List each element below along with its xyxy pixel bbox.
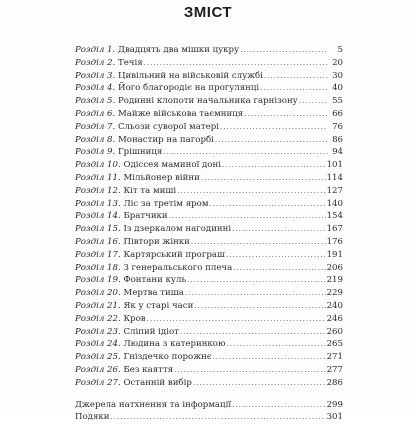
entry-title: Картярський програш: [123, 249, 225, 260]
page-number: 5: [337, 45, 343, 55]
entry-title: Кров: [123, 313, 146, 324]
page-number: 40: [332, 83, 343, 94]
toc-entry-label: [75, 121, 219, 134]
dot-leader: [222, 159, 326, 172]
entry-title: Останній вибір: [123, 377, 192, 388]
entry-title: Кіт та миші: [123, 185, 177, 196]
entry-title: Братчики: [123, 211, 168, 222]
dot-leader: [194, 300, 325, 313]
chapter-number: Розділ 25.: [75, 352, 121, 363]
dot-leader: [233, 262, 325, 275]
chapter-number: Розділ 17.: [75, 249, 121, 260]
toc-entry-label: [75, 364, 173, 377]
toc-chapter-row: [75, 198, 343, 211]
entry-title: Грішниця: [117, 147, 163, 158]
page-number: 301: [326, 412, 343, 423]
dot-leader: [232, 399, 326, 412]
toc-entry-label: [75, 223, 231, 236]
toc-chapter-row: [75, 108, 343, 121]
page-number: 271: [326, 352, 343, 363]
toc-entry-label: [75, 82, 259, 95]
dot-leader: [240, 44, 328, 57]
toc-entry-label: [75, 210, 168, 223]
toc-entry-label: [75, 185, 176, 198]
page-title: ЗМІСТ: [183, 4, 233, 21]
page-number: 277: [326, 364, 343, 375]
entry-title: Як у старі часи: [123, 300, 194, 311]
toc-extra-row: [75, 399, 343, 412]
entry-title: Одіссея маминої доні: [123, 160, 221, 171]
dot-leader: [144, 57, 328, 70]
toc-entry-label: [75, 338, 225, 351]
dot-leader: [226, 249, 326, 262]
dot-leader: [244, 108, 328, 121]
page-number: 76: [332, 121, 343, 132]
dot-leader: [147, 313, 326, 326]
dot-leader: [163, 146, 328, 159]
toc-entry-label: [75, 108, 243, 121]
page-number: 86: [332, 134, 343, 145]
chapter-number: Розділ 24.: [75, 339, 121, 350]
page-number: 206: [326, 262, 343, 273]
toc-entry-label: [75, 134, 214, 147]
entry-title: Ліс за третім яром: [123, 198, 209, 209]
toc-chapter-row: [75, 364, 343, 377]
toc-entry-label: [75, 262, 232, 275]
page-number: 140: [326, 198, 343, 209]
entry-title: Фонтани куль: [123, 275, 187, 286]
page-number: 20: [332, 57, 343, 68]
toc-entry-label: [75, 287, 184, 300]
toc-chapter-row: [75, 338, 343, 351]
toc-chapter-row: [75, 351, 343, 364]
page-number: 240: [326, 300, 343, 311]
toc-entry-label: [75, 274, 186, 287]
toc-entry-label: [75, 399, 231, 412]
dot-leader: [201, 172, 326, 185]
toc-chapter-row: [75, 236, 343, 249]
dot-leader: [191, 236, 326, 249]
page-number: 101: [326, 160, 343, 171]
entry-title: Людина з катеринкою: [123, 339, 226, 350]
page-number: 219: [326, 275, 343, 286]
page-number: 229: [326, 288, 343, 299]
dot-leader: [187, 274, 325, 287]
dot-leader: [299, 95, 328, 108]
dot-leader: [226, 338, 325, 351]
toc-chapter-row: [75, 95, 343, 108]
chapter-number: Розділ 1.: [75, 45, 116, 55]
toc-entry-label: [75, 95, 298, 108]
dot-leader: [220, 121, 328, 134]
chapter-number: Розділ 11.: [75, 172, 121, 183]
page-number: 127: [326, 185, 343, 196]
toc-entry-label: [75, 300, 193, 313]
toc-entry-label: [75, 236, 190, 249]
toc-entry-label: [75, 70, 263, 83]
toc-entry-label: [75, 326, 179, 339]
toc-entry-label: [75, 146, 162, 159]
page-number: 191: [326, 249, 343, 260]
entry-title: Мертва тиша: [123, 288, 184, 299]
chapter-number: Розділ 18.: [75, 262, 121, 273]
dot-leader: [110, 411, 325, 424]
chapter-number: Розділ 2.: [75, 57, 116, 68]
dot-leader: [180, 326, 326, 339]
dot-leader: [232, 223, 325, 236]
chapter-number: Розділ 7.: [75, 121, 116, 132]
toc-entry-label: [75, 313, 146, 326]
page-number: 94: [332, 147, 343, 158]
chapter-number: Розділ 5.: [75, 96, 116, 107]
toc-chapter-row: [75, 249, 343, 262]
chapter-number: Розділ 13.: [75, 198, 121, 209]
page-number: 114: [326, 172, 343, 183]
toc-chapter-row: [75, 44, 343, 57]
dot-leader: [185, 287, 326, 300]
toc-entry-label: [75, 377, 192, 390]
page-number: 299: [326, 399, 343, 410]
toc-chapter-row: [75, 185, 343, 198]
entry-title: Без каяття: [123, 364, 174, 375]
page-number: 260: [326, 326, 343, 337]
toc-chapter-row: [75, 377, 343, 390]
dot-leader: [174, 364, 325, 377]
entry-title: Сльози суворої матері: [117, 121, 219, 132]
chapter-number: Розділ 15.: [75, 224, 121, 235]
chapter-number: Розділ 22.: [75, 313, 121, 324]
chapter-number: Розділ 16.: [75, 236, 121, 247]
chapter-number: Розділ 8.: [75, 134, 116, 145]
chapter-number: Розділ 10.: [75, 160, 121, 171]
entry-title: Майже військова таємниця: [117, 108, 244, 119]
dot-leader: [193, 377, 326, 390]
toc-list: [75, 44, 343, 424]
toc-chapter-row: [75, 326, 343, 339]
toc-entry-label: [75, 57, 143, 70]
toc-chapter-row: [75, 210, 343, 223]
toc-chapter-row: [75, 172, 343, 185]
toc-chapter-row: [75, 274, 343, 287]
toc-entry-label: [75, 351, 212, 364]
section-gap: [75, 390, 343, 399]
toc-chapter-row: [75, 313, 343, 326]
toc-chapter-row: [75, 300, 343, 313]
entry-title: Монастир на пагорбі: [117, 134, 214, 145]
chapter-number: Розділ 14.: [75, 211, 121, 222]
entry-title: Із дзеркалом нагодинні: [123, 224, 232, 235]
chapter-number: Розділ 3.: [75, 70, 116, 81]
page-number: 176: [326, 236, 343, 247]
chapter-number: Розділ 23.: [75, 326, 121, 337]
entry-title: Мільйонер війни: [123, 172, 200, 183]
entry-title: Джерела натхнення та інформації: [75, 399, 232, 410]
page-number: 30: [332, 70, 343, 81]
toc-entry-label: [75, 411, 109, 424]
chapter-number: Розділ 26.: [75, 364, 121, 375]
chapter-number: Розділ 12.: [75, 185, 121, 196]
entry-title: Течія: [117, 57, 143, 68]
page-number: 154: [326, 211, 343, 222]
entry-title: Двадцять два мішки цукру: [117, 45, 240, 55]
toc-chapter-row: [75, 121, 343, 134]
entry-title: Гніздечко порожнє: [123, 352, 212, 363]
toc-chapter-row: [75, 223, 343, 236]
chapter-number: Розділ 19.: [75, 275, 121, 286]
page-number: 265: [326, 339, 343, 350]
toc-chapter-row: [75, 159, 343, 172]
page-number: 167: [326, 224, 343, 235]
toc-chapter-row: [75, 287, 343, 300]
dot-leader: [264, 70, 328, 83]
chapter-number: Розділ 9.: [75, 147, 116, 158]
toc-entry-label: [75, 44, 239, 57]
entry-title: Подяки: [75, 412, 110, 423]
entry-title: Його благородіє на прогулянці: [117, 83, 260, 94]
toc-entry-label: [75, 172, 200, 185]
toc-chapter-row: [75, 262, 343, 275]
dot-leader: [169, 210, 326, 223]
chapter-number: Розділ 27.: [75, 377, 121, 388]
entry-title: Цивільний на військовій службі: [117, 70, 263, 81]
toc-entry-label: [75, 249, 225, 262]
toc-chapter-row: [75, 134, 343, 147]
page-number: 286: [326, 377, 343, 388]
toc-chapter-row: [75, 82, 343, 95]
page-number: 246: [326, 313, 343, 324]
entry-title: Родинні клопоти начальника гарнізону: [117, 96, 298, 107]
toc-entry-label: [75, 159, 221, 172]
toc-chapter-row: [75, 146, 343, 159]
chapter-number: Розділ 4.: [75, 83, 116, 94]
toc-entry-label: [75, 198, 209, 211]
toc-chapter-row: [75, 57, 343, 70]
chapter-number: Розділ 6.: [75, 108, 116, 119]
dot-leader: [215, 134, 328, 147]
dot-leader: [210, 198, 326, 211]
dot-leader: [213, 351, 326, 364]
entry-title: Півтори жінки: [123, 236, 190, 247]
entry-title: Сліпий ідіот: [123, 326, 179, 337]
dot-leader: [260, 82, 328, 95]
page-number: 66: [332, 108, 343, 119]
toc-extra-row: [75, 411, 343, 424]
chapter-number: Розділ 20.: [75, 288, 121, 299]
page-number: 55: [332, 96, 343, 107]
toc-chapter-row: [75, 70, 343, 83]
dot-leader: [177, 185, 325, 198]
entry-title: З генеральського плеча: [123, 262, 233, 273]
chapter-number: Розділ 21.: [75, 300, 121, 311]
